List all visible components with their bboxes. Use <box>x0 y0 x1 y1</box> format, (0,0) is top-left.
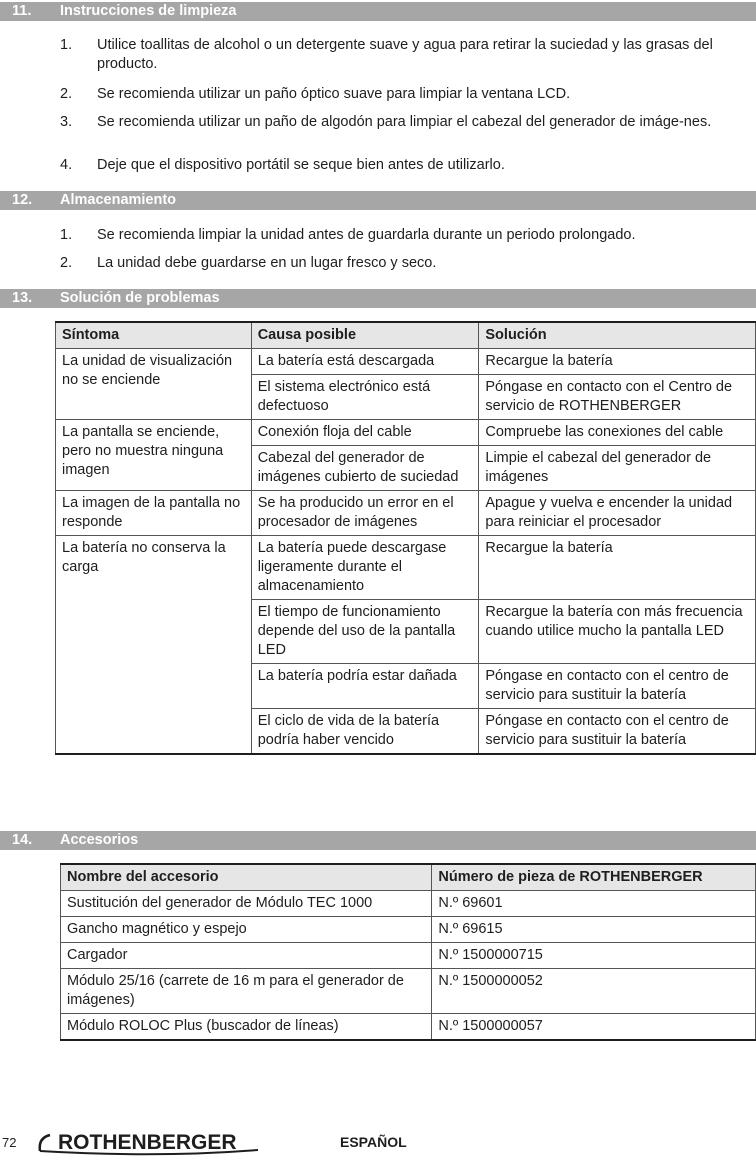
cause-cell: El sistema electrónico está defectuoso <box>251 375 479 420</box>
logo-wordmark: ROTHENBERGER <box>58 1131 237 1154</box>
item-number: 3. <box>60 114 73 130</box>
solution-cell: Póngase en contacto con el centro de servicio para sustituir la batería <box>479 664 756 709</box>
table-row <box>56 536 756 600</box>
solution-cell: Limpie el cabezal del generador de imágenes <box>479 446 756 491</box>
solution-cell: Apague y vuelva e encender la unidad para reiniciar el procesador <box>479 491 756 536</box>
item-number: 4. <box>60 157 73 173</box>
section-number: 12. <box>12 192 33 208</box>
part-number: N.º 69615 <box>432 917 756 943</box>
section-number: 13. <box>12 290 33 306</box>
symptom-cell: La batería no conserva la carga <box>56 536 252 755</box>
item-text: Utilice toallitas de alcohol o un detergente suave y agua para retirar la suciedad y las grasas del producto. <box>97 37 713 72</box>
accessory-name: Cargador <box>61 943 432 969</box>
section-11-header <box>0 2 756 21</box>
accessory-name: Sustitución del generador de Módulo TEC 1000 <box>61 891 432 917</box>
accessory-name: Módulo ROLOC Plus (buscador de líneas) <box>61 1014 432 1041</box>
section-12-header <box>0 191 756 210</box>
part-number: N.º 1500000715 <box>432 943 756 969</box>
cause-cell: Se ha producido un error en el procesador de imágenes <box>251 491 479 536</box>
item-text: Se recomienda limpiar la unidad antes de guardarla durante un periodo prolongado. <box>97 227 636 243</box>
header-cell: Síntoma <box>56 322 252 349</box>
symptom-cell: La pantalla se enciende, pero no muestra ninguna imagen <box>56 420 252 491</box>
section-title: Solución de problemas <box>60 290 220 306</box>
language-label: ESPAÑOL <box>340 1134 407 1150</box>
page-number: 72 <box>2 1135 17 1150</box>
accessory-name: Gancho magnético y espejo <box>61 917 432 943</box>
header-cell: Número de pieza de ROTHENBERGER <box>432 864 756 891</box>
section-number: 11. <box>12 3 32 19</box>
solution-cell: Póngase en contacto con el Centro de servicio de ROTHENBERGER <box>479 375 756 420</box>
table-header-row <box>61 864 756 891</box>
table-row <box>61 969 756 1014</box>
table-header-row <box>56 322 756 349</box>
solution-cell: Compruebe las conexiones del cable <box>479 420 756 446</box>
table-row <box>61 891 756 917</box>
item-number: 1. <box>60 227 73 243</box>
solution-cell: Recargue la batería con más frecuencia cuando utilice mucho la pantalla LED <box>479 600 756 664</box>
item-number: 2. <box>60 86 73 102</box>
section-number: 14. <box>12 832 33 848</box>
rothenberger-logo <box>36 1128 261 1158</box>
troubleshooting-table <box>55 321 756 755</box>
cause-cell: La batería está descargada <box>251 349 479 375</box>
table-row <box>61 1014 756 1041</box>
section-13-header <box>0 289 756 308</box>
item-text: Deje que el dispositivo portátil se seque bien antes de utilizarlo. <box>97 157 505 173</box>
table-row <box>56 349 756 375</box>
section-14-header <box>0 831 756 850</box>
cause-cell: Conexión floja del cable <box>251 420 479 446</box>
part-number: N.º 1500000057 <box>432 1014 756 1041</box>
table-row <box>56 491 756 536</box>
accessories-table <box>60 863 756 1041</box>
page-footer <box>0 1128 756 1158</box>
item-number: 2. <box>60 255 73 271</box>
item-text: Se recomienda utilizar un paño de algodón para limpiar el cabezal del generador de imáge-nes. <box>97 114 712 130</box>
item-number: 1. <box>60 37 73 53</box>
header-cell: Causa posible <box>251 322 479 349</box>
symptom-cell: La unidad de visualización no se enciende <box>56 349 252 420</box>
part-number: N.º 69601 <box>432 891 756 917</box>
header-cell: Solución <box>479 322 756 349</box>
table-row <box>56 420 756 446</box>
cause-cell: La batería puede descargase ligeramente durante el almacenamiento <box>251 536 479 600</box>
cause-cell: La batería podría estar dañada <box>251 664 479 709</box>
section-title: Instrucciones de limpieza <box>60 3 237 19</box>
item-text: La unidad debe guardarse en un lugar fresco y seco. <box>97 255 437 271</box>
symptom-cell: La imagen de la pantalla no responde <box>56 491 252 536</box>
accessory-name: Módulo 25/16 (carrete de 16 m para el generador de imágenes) <box>61 969 432 1014</box>
solution-cell: Recargue la batería <box>479 536 756 600</box>
solution-cell: Recargue la batería <box>479 349 756 375</box>
section-title: Almacenamiento <box>60 192 177 208</box>
header-cell: Nombre del accesorio <box>61 864 432 891</box>
item-text: Se recomienda utilizar un paño óptico suave para limpiar la ventana LCD. <box>97 86 571 102</box>
cause-cell: Cabezal del generador de imágenes cubierto de suciedad <box>251 446 479 491</box>
part-number: N.º 1500000052 <box>432 969 756 1014</box>
table-row <box>61 917 756 943</box>
section-title: Accesorios <box>60 832 139 848</box>
solution-cell: Póngase en contacto con el centro de servicio para sustituir la batería <box>479 709 756 755</box>
cause-cell: El tiempo de funcionamiento depende del uso de la pantalla LED <box>251 600 479 664</box>
cause-cell: El ciclo de vida de la batería podría haber vencido <box>251 709 479 755</box>
logo-swoosh <box>40 1135 50 1151</box>
table-row <box>61 943 756 969</box>
